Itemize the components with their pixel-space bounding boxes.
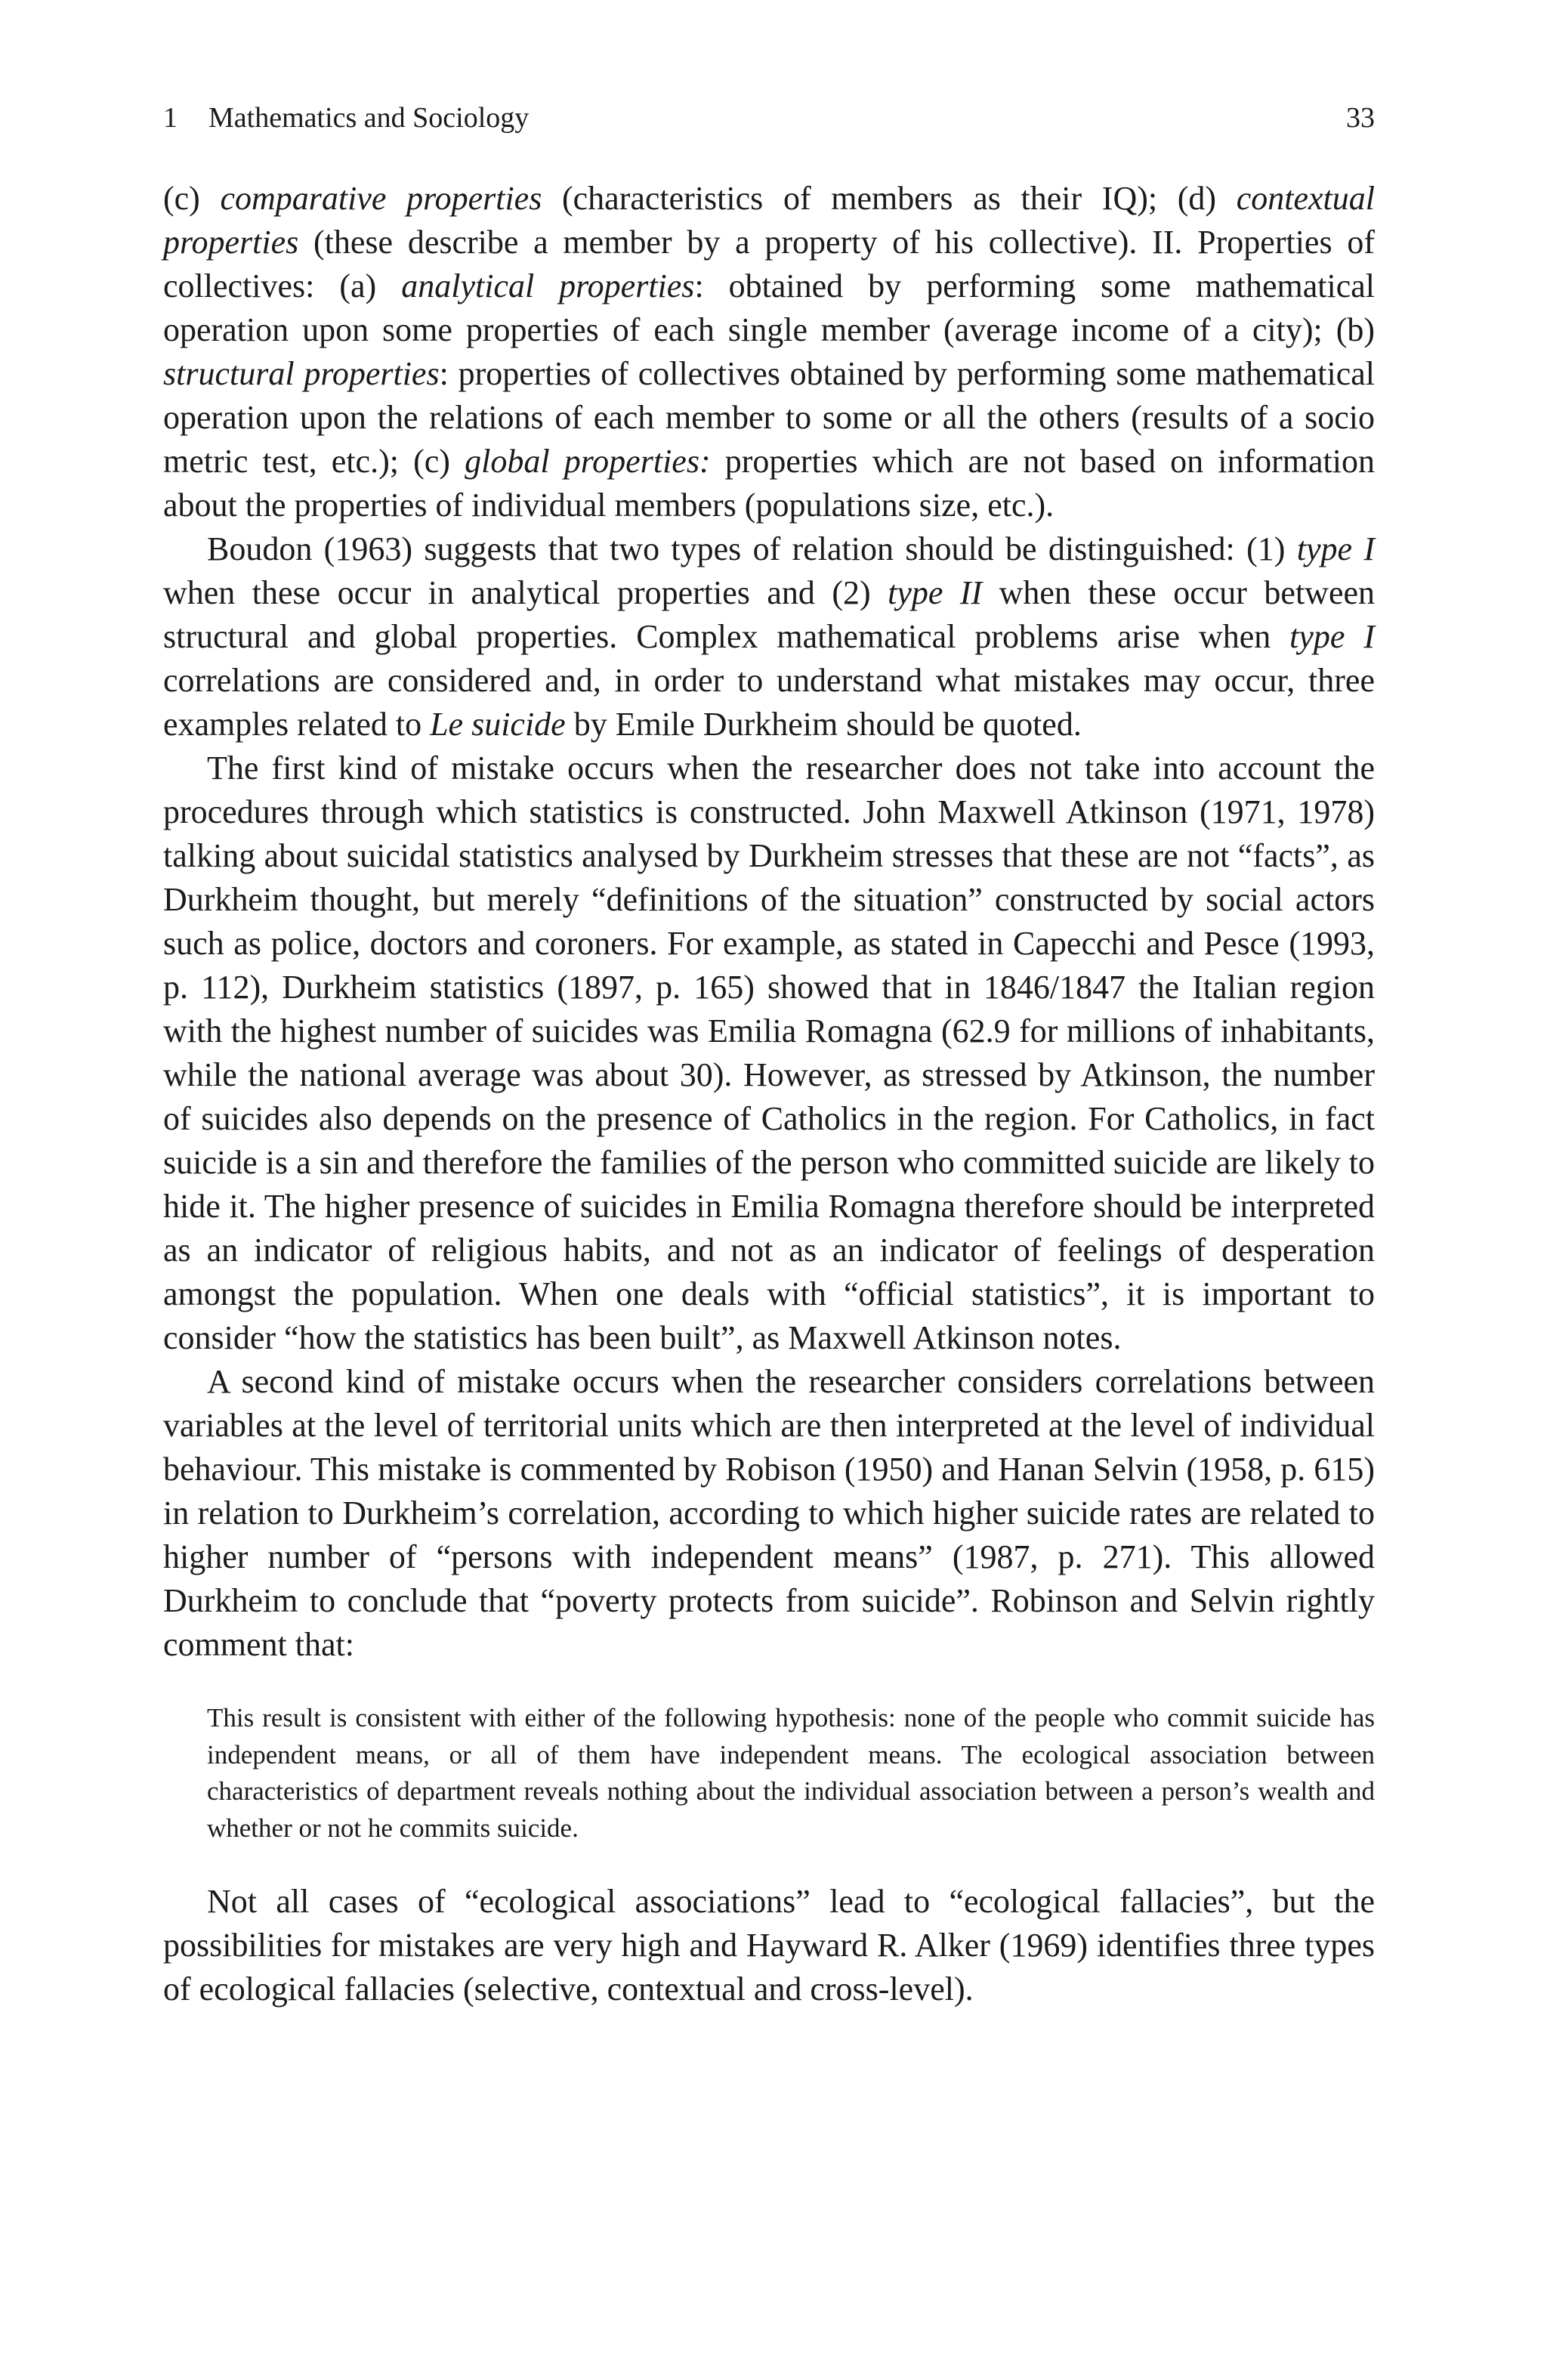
italic-term: contextual properties	[163, 180, 1375, 261]
text-span: (c)	[163, 180, 221, 217]
italic-term: type I	[1296, 530, 1376, 567]
text-span: when these occur in analytical properties and (2)	[163, 574, 888, 611]
italic-term: global properties:	[465, 443, 711, 480]
italic-term: type I	[1289, 618, 1375, 655]
text-span: Boudon (1963) suggests that two types of relation should be distinguished: (1)	[207, 530, 1297, 567]
italic-term: analytical properties	[401, 267, 695, 304]
paragraph-ecological-fallacies: Not all cases of “ecological associations” lead to “ecological fallacies”, but the possibilities for mistakes are very high and Hayward R. Alker (1969) identifies three types of ecological fallacies (selective, contextual and cross-level).	[163, 1883, 1375, 2008]
chapter-heading	[163, 97, 529, 139]
text-span: : properties of collectives obtained by performing some mathematical operation upon the relations of each member to some or all the others (results of a socio metric test, etc.); (c)	[163, 355, 1375, 480]
body-text	[163, 177, 1375, 2011]
block-quote: This result is consistent with either of the following hypothesis: none of the people who commit suicide has independent means, or all of them have independent means. The ecological association between characteristics of department reveals nothing about the individual association between a person’s wealth and whether or not he commits suicide.	[207, 1703, 1375, 1843]
text-span: (these describe a member by a property of his collective). II. Properties of collectives: (a)	[163, 224, 1375, 304]
text-span: by Emile Durkheim should be quoted.	[565, 706, 1082, 743]
paragraph-first-mistake: The first kind of mistake occurs when the researcher does not take into account the procedures through which statistics is constructed. John Maxwell Atkinson (1971, 1978) talking about suicidal statistics analysed by Durkheim stresses that these are not “facts”, as Durkheim thought, but merely “definitions of the situation” constructed by social actors such as police, doctors and coroners. For example, as stated in Capecchi and Pesce (1993, p. 112), Durkheim statistics (1897, p. 165) showed that in 1846/1847 the Italian region with the highest number of suicides was Emilia Romagna (62.9 for millions of inhabitants, while the national average was about 30). However, as stressed by Atkinson, the number of suicides also depends on the presence of Catholics in the region. For Catholics, in fact suicide is a sin and therefore the families of the person who committed suicide are likely to hide it. The higher presence of suicides in Emilia Romagna therefore should be interpreted as an indicator of religious habits, and not as an indicator of feelings of desperation amongst the population. When one deals with “official statistics”, it is important to consider “how the statistics has been built”, as Maxwell Atkinson notes.	[163, 750, 1375, 1356]
paragraph-boudon	[163, 527, 1375, 746]
text-span: when these occur between structural and global properties. Complex mathematical problems arise when	[163, 574, 1375, 655]
chapter-number: 1	[163, 102, 178, 134]
italic-term: comparative properties	[220, 180, 542, 217]
text-span: : obtained by performing some mathematical operation upon some properties of each single member (average income of a city); (b)	[163, 267, 1376, 348]
page-number: 33	[1346, 102, 1375, 134]
text-span: correlations are considered and, in order to understand what mistakes may occur, three examples related to	[163, 662, 1375, 743]
italic-term: type II	[888, 574, 983, 611]
chapter-title: Mathematics and Sociology	[208, 102, 530, 134]
running-header	[163, 97, 1375, 139]
italic-term: structural properties	[163, 355, 440, 392]
text-span: (characteristics of members as their IQ); (d)	[542, 180, 1237, 217]
text-span: properties which are not based on information about the properties of individual members (populations size, etc.).	[163, 443, 1375, 524]
paragraph-second-mistake: A second kind of mistake occurs when the researcher considers correlations between variables at the level of territorial units which are then interpreted at the level of individual behaviour. This mistake is commented by Robison (1950) and Hanan Selvin (1958, p. 615) in relation to Durkheim’s correlation, according to which higher suicide rates are related to higher number of “persons with independent means” (1987, p. 271). This allowed Durkheim to conclude that “poverty protects from suicide”. Robinson and Selvin rightly comment that:	[163, 1363, 1375, 1663]
paragraph-properties	[163, 177, 1375, 527]
italic-term: Le suicide	[430, 706, 566, 743]
